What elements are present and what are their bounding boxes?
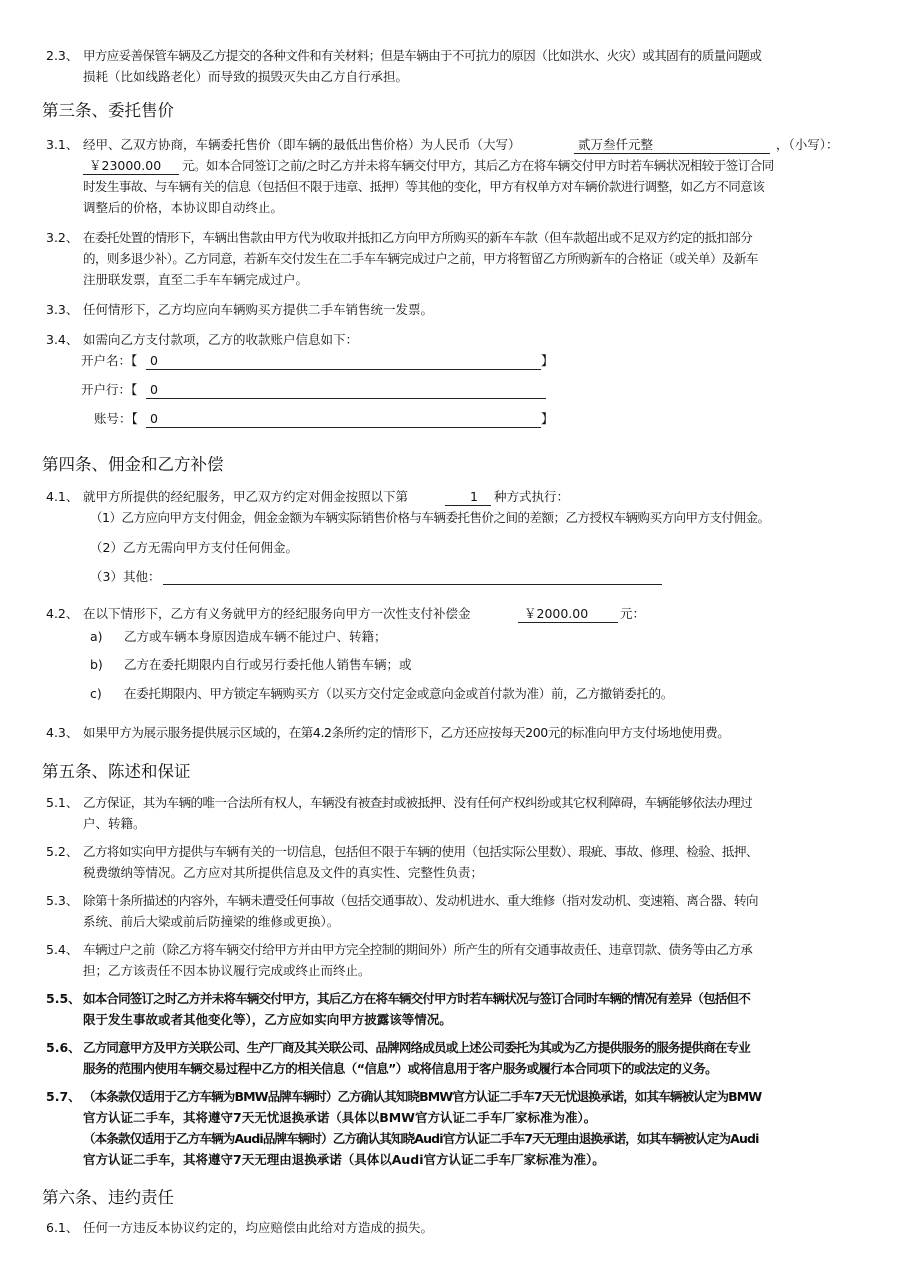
bank-value: 0 [150,382,158,397]
clause-3-1-number: 3.1、 [46,137,79,152]
clause-5-4-number: 5.4、 [46,942,79,957]
clause-4-2-number: 4.2、 [46,606,79,621]
article-6-heading: 第六条、违约责任 [42,1188,174,1207]
clause-5-3-number: 5.3、 [46,893,79,908]
clause-5-3-line-1: 除第十条所描述的内容外，车辆未遭受任何事故（包括交通事故）、发动机进水、重大维修（指对发动机、变速箱、离合器、转向 [83,893,758,908]
clause-5-7-line-1: （本条款仅适用于乙方车辆为BMW品牌车辆时）乙方确认其知晓BMW官方认证二手车7天无忧退换承诺，如其车辆被认定为BMW [83,1089,762,1104]
clause-5-5-number: 5.5、 [46,991,81,1006]
clause-5-2-line-1: 乙方将如实向甲方提供与车辆有关的一切信息，包括但不限于车辆的使用（包括实际公里数）、瑕疵、事故、修理、检验、抵押、 [83,844,758,859]
account-number-label: 账号：【 [94,411,138,426]
account-number-value: 0 [150,411,158,426]
item-c-key: c) [90,686,102,701]
clause-5-3-line-2: 系统、前后大梁或前后防撞梁的维修或更换）。 [83,914,340,929]
clause-4-3-number: 4.3、 [46,725,79,740]
clause-5-6-line-1: 乙方同意甲方及甲方关联公司、生产厂商及其关联公司、品牌网络成员或上述公司委托为其或为乙方提供服务的服务提供商在专业 [83,1040,750,1055]
clause-3-1-line-1a: 经甲、乙双方协商，车辆委托售价（即车辆的最低出售价格）为人民币（大写） [83,137,521,152]
clause-5-5-line-2: 限于发生事故或者其他变化等），乙方应如实向甲方披露该等情况。 [83,1012,452,1027]
account-name-value: 0 [150,353,158,368]
commission-other-underline [163,584,662,585]
clause-5-1-number: 5.1、 [46,795,79,810]
account-name-label: 开户名：【 [81,353,138,368]
compensation-amount-field: ￥2000.00 [524,606,589,621]
account-number-close-bracket: 】 [541,411,554,426]
clause-5-2-line-2: 税费缴纳等情况。乙方应对其所提供信息及文件的真实性、完整性负责； [83,865,484,880]
clause-4-2-line-1b: 元： [620,606,646,621]
clause-2-3-line-1: 甲方应妥善保管车辆及乙方提交的各种文件和有关材料；但是车辆由于不可抗力的原因（比如洪水、火灾）或其固有的质量问题或 [83,48,762,63]
clause-3-2-line-1: 在委托处置的情形下，车辆出售款由甲方代为收取并抵扣乙方向甲方所购买的新车车款（但车款超出或不足双方约定的抵扣部分 [83,230,753,245]
item-c-text: 在委托期限内、甲方锁定车辆购买方（以买方交付定金或意向金或首付款为准）前，乙方撤销委托的。 [124,686,674,701]
commission-option-2: （2）乙方无需向甲方支付任何佣金。 [90,540,298,555]
clause-3-1-line-2b: 元。如本合同签订之前/之时乙方并未将车辆交付甲方，其后乙方在将车辆交付甲方时若车辆状况相较于签订合同 [182,158,774,173]
article-4-heading: 第四条、佣金和乙方补偿 [42,455,224,474]
clause-3-3-line-1: 任何情形下，乙方均应向车辆购买方提供二手车销售统一发票。 [83,302,434,317]
clause-4-2-line-1a: 在以下情形下，乙方有义务就甲方的经纪服务向甲方一次性支付补偿金 [83,606,471,621]
clause-5-6-number: 5.6、 [46,1040,81,1055]
clause-3-3-number: 3.3、 [46,302,79,317]
clause-3-2-line-2: 的，则多退少补）。乙方同意，若新车交付发生在二手车车辆完成过户之前，甲方将暂留乙方所购新车的合格证（或关单）及新车 [83,251,758,266]
commission-option-1: （1）乙方应向甲方支付佣金，佣金金额为车辆实际销售价格与车辆委托售价之间的差额；乙方授权车辆购买方向甲方支付佣金。 [90,510,770,525]
price-uppercase-field: 贰万叁仟元整 [578,137,654,152]
commission-option-field: 1 [470,489,478,504]
item-b-text: 乙方在委托期限内自行或另行委托他人销售车辆；或 [124,657,412,672]
clause-3-2-line-3: 注册联发票，直至二手车车辆完成过户。 [83,272,309,287]
clause-5-2-number: 5.2、 [46,844,79,859]
bank-underline [146,398,546,399]
clause-4-3-line-1: 如果甲方为展示服务提供展示区域的，在第4.2条所约定的情形下，乙方还应按每天200元的标准向甲方支付场地使用费。 [83,725,730,740]
item-a-text: 乙方或车辆本身原因造成车辆不能过户、转籍； [124,629,387,644]
clause-5-7-line-2: 官方认证二手车，其将遵守7天无忧退换承诺（具体以BMW官方认证二手车厂家标准为准）。 [83,1110,597,1125]
clause-3-1-line-4: 调整后的价格，本协议即自动终止。 [83,200,284,215]
account-name-close-bracket: 】 [541,353,554,368]
clause-4-1-line-1a: 就甲方所提供的经纪服务，甲乙双方约定对佣金按照以下第 [83,489,409,504]
clause-5-7-line-4: 官方认证二手车，其将遵守7天无理由退换承诺（具体以Audi官方认证二手车厂家标准为准）。 [83,1152,605,1167]
price-lowercase-field: ￥23000.00 [89,158,162,173]
clause-5-5-line-1: 如本合同签订之时乙方并未将车辆交付甲方，其后乙方在将车辆交付甲方时若车辆状况与签订合同时车辆的情况有差异（包括但不 [83,991,750,1006]
account-name-underline [146,369,541,370]
item-a-key: a) [90,629,103,644]
clause-6-1-line-1: 任何一方违反本协议约定的，均应赔偿由此给对方造成的损失。 [83,1220,434,1235]
item-b-key: b) [90,657,103,672]
clause-3-1-line-1b: ，（小写）： [776,137,839,152]
account-number-underline [146,427,541,428]
clause-5-7-line-3: （本条款仅适用于乙方车辆为Audi品牌车辆时）乙方确认其知晓Audi官方认证二手车7天无理由退换承诺，如其车辆被认定为Audi [83,1131,759,1146]
clause-5-4-line-1: 车辆过户之前（除乙方将车辆交付给甲方并由甲方完全控制的期间外）所产生的所有交通事故责任、违章罚款、债务等由乙方承 [83,942,753,957]
price-uppercase-underline [574,153,770,154]
clause-3-1-line-3: 时发生事故、与车辆有关的信息（包括但不限于违章、抵押）等其他的变化，甲方有权单方对车辆价款进行调整，如乙方不同意该 [83,179,765,194]
clause-5-6-line-2: 服务的范围内使用车辆交易过程中乙方的相关信息（“信息”）或将信息用于客户服务或履行本合同项下的或法定的义务。 [83,1061,718,1076]
commission-option-3: （3）其他： [90,569,161,584]
commission-option-underline [445,505,491,506]
price-lowercase-underline [83,174,179,175]
clause-4-1-number: 4.1、 [46,489,79,504]
clause-2-3-number: 2.3、 [46,48,79,63]
clause-3-4-line-1: 如需向乙方支付款项，乙方的收款账户信息如下： [83,332,359,347]
clause-5-4-line-2: 担；乙方该责任不因本协议履行完成或终止而终止。 [83,963,371,978]
clause-3-4-number: 3.4、 [46,332,79,347]
clause-4-1-line-1b: 种方式执行： [494,489,570,504]
clause-2-3-line-2: 损耗（比如线路老化）而导致的损毁灭失由乙方自行承担。 [83,69,409,84]
article-3-heading: 第三条、委托售价 [42,101,174,120]
clause-6-1-number: 6.1、 [46,1220,79,1235]
clause-5-1-line-2: 户、转籍。 [83,816,146,831]
clause-3-2-number: 3.2、 [46,230,79,245]
compensation-amount-underline [518,622,618,623]
bank-label: 开户行：【 [81,382,138,397]
article-5-heading: 第五条、陈述和保证 [42,762,191,781]
clause-5-7-number: 5.7、 [46,1089,81,1104]
clause-5-1-line-1: 乙方保证，其为车辆的唯一合法所有权人，车辆没有被查封或被抵押、没有任何产权纠纷或其它权利障碍，车辆能够依法办理过 [83,795,753,810]
